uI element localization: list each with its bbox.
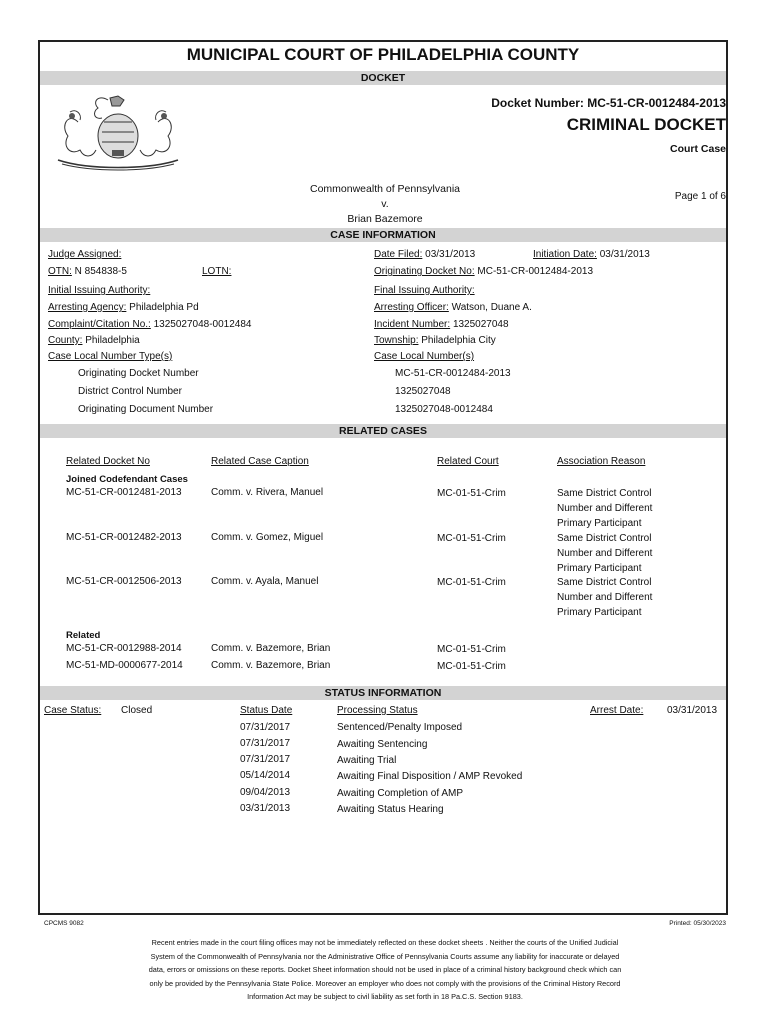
association-reason: Primary Participant [557,518,642,529]
local-numbers-label: Case Local Number(s) [374,351,475,362]
arrest-date-label: Arrest Date: [590,705,644,716]
processing-status: Awaiting Completion of AMP [337,788,463,799]
arresting-agency-value: Philadelphia Pd [129,302,199,313]
processing-status: Awaiting Status Hearing [337,804,444,815]
status-info-bar: STATUS INFORMATION [40,686,726,700]
local-type-item: Originating Document Number [78,404,214,415]
processing-status: Awaiting Sentencing [337,739,428,750]
related-court: MC-01-51-Crim [437,661,506,672]
col-related-caption: Related Case Caption [211,456,309,467]
county-label: County: [48,335,83,346]
joined-codefendant-label: Joined Codefendant Cases [66,474,188,485]
association-reason: Same District Control [557,488,652,499]
incident-value: 1325027048 [452,319,509,330]
related-caption: Comm. v. Bazemore, Brian [211,660,331,671]
related-docket: MC-51-MD-0000677-2014 [66,660,183,671]
related-court: MC-01-51-Crim [437,533,506,544]
association-reason: Number and Different [557,592,653,603]
printed-date: Printed: 05/30/2023 [669,920,726,927]
status-date-label: Status Date [240,705,293,716]
related-docket: MC-51-CR-0012988-2014 [66,643,182,654]
col-related-court: Related Court [437,456,499,467]
related-court: MC-01-51-Crim [437,644,506,655]
case-status-value: Closed [121,705,153,716]
association-reason: Same District Control [557,577,652,588]
status-date: 03/31/2013 [240,803,291,814]
township-value: Philadelphia City [421,335,496,346]
complaint-value: 1325027048-0012484 [153,319,252,330]
related-caption: Comm. v. Bazemore, Brian [211,643,331,654]
initial-authority-label: Initial Issuing Authority: [48,285,151,296]
processing-status-label: Processing Status [337,705,418,716]
local-type-item: Originating Docket Number [78,368,199,379]
related-court: MC-01-51-Crim [437,488,506,499]
lotn-label: LOTN: [202,266,232,277]
otn-value: N 854838-5 [74,266,127,277]
association-reason: Number and Different [557,503,653,514]
judge-label: Judge Assigned: [48,249,122,260]
caption-plaintiff: Commonwealth of Pennsylvania [310,183,460,195]
related-docket: MC-51-CR-0012481-2013 [66,487,182,498]
page-info: Page 1 of 6 [674,191,726,202]
related-docket: MC-51-CR-0012482-2013 [66,532,182,543]
caption-versus: v. [381,198,389,210]
caption-defendant: Brian Bazemore [347,213,423,225]
status-date: 05/14/2014 [240,770,291,781]
processing-status: Sentenced/Penalty Imposed [337,722,463,733]
township-label: Township: [374,335,419,346]
association-reason: Primary Participant [557,563,642,574]
local-number-item: 1325027048-0012484 [395,404,493,415]
status-date: 09/04/2013 [240,787,291,798]
disclaimer-line: data, errors or omissions on these reports. Docket Sheet information should not be used in place of a criminal history background check which can [148,965,622,974]
local-type-item: District Control Number [78,386,182,397]
status-date: 07/31/2017 [240,754,291,765]
docket-number: Docket Number: MC-51-CR-0012484-2013 [491,96,726,110]
association-reason: Number and Different [557,548,653,559]
processing-status: Awaiting Final Disposition / AMP Revoked [337,771,523,782]
complaint-label: Complaint/Citation No.: [48,319,151,330]
col-related-docket: Related Docket No [66,456,150,467]
pennsylvania-seal-image [48,92,188,174]
otn-label: OTN: [48,266,72,277]
related-caption: Comm. v. Rivera, Manuel [211,487,324,498]
status-date: 07/31/2017 [240,738,291,749]
related-court: MC-01-51-Crim [437,577,506,588]
arresting-officer-value: Watson, Duane A. [451,302,532,313]
arresting-officer-label: Arresting Officer: [374,302,449,313]
county-value: Philadelphia [85,335,140,346]
initiation-value: 03/31/2013 [599,249,650,260]
disclaimer-line: only be provided by the Pennsylvania State Police. Moreover an employer who does not comply with the provisions of the Criminal History Record [149,978,621,988]
date-filed-value: 03/31/2013 [425,249,476,260]
association-reason: Primary Participant [557,607,642,618]
disclaimer [80,936,690,1004]
disclaimer-line: Information Act may be subject to civil liability as set forth in 18 Pa.C.S. Section 9183. [247,992,523,1001]
association-reason: Same District Control [557,533,652,544]
case-kind: Court Case [669,143,726,155]
final-authority-label: Final Issuing Authority: [374,285,475,296]
local-type-label: Case Local Number Type(s) [48,351,173,362]
disclaimer-line: Recent entries made in the court filing offices may not be immediately reflected on these docket sheets . Neither the courts of the Unified Judicial [151,938,619,947]
related-caption: Comm. v. Ayala, Manuel [211,576,319,587]
related-cases-bar: RELATED CASES [40,424,726,438]
form-id: CPCMS 9082 [44,920,84,927]
col-association-reason: Association Reason [557,456,646,467]
case-info-bar: CASE INFORMATION [40,228,726,242]
orig-docket-label: Originating Docket No: [374,266,475,277]
docket-bar: DOCKET [40,71,726,85]
disclaimer-line: System of the Commonwealth of Pennsylvania nor the Administrative Office of Pennsylvania Courts assume any liability for inaccurate or delayed [150,951,620,961]
related-docket: MC-51-CR-0012506-2013 [66,576,182,587]
docket-type: CRIMINAL DOCKET [566,115,726,134]
court-title: MUNICIPAL COURT OF PHILADELPHIA COUNTY [186,45,580,64]
incident-label: Incident Number: [374,319,451,330]
local-number-item: 1325027048 [395,386,451,397]
related-caption: Comm. v. Gomez, Miguel [211,532,324,543]
case-status-label: Case Status: [44,705,102,716]
orig-docket-value: MC-51-CR-0012484-2013 [477,266,594,277]
arresting-agency-label: Arresting Agency: [48,302,127,313]
initiation-label: Initiation Date: [533,249,597,260]
related-group-label: Related [66,630,101,641]
date-filed-label: Date Filed: [374,249,423,260]
processing-status: Awaiting Trial [337,755,397,766]
status-date: 07/31/2017 [240,722,291,733]
local-number-item: MC-51-CR-0012484-2013 [395,368,511,379]
arrest-date-value: 03/31/2013 [667,705,718,716]
